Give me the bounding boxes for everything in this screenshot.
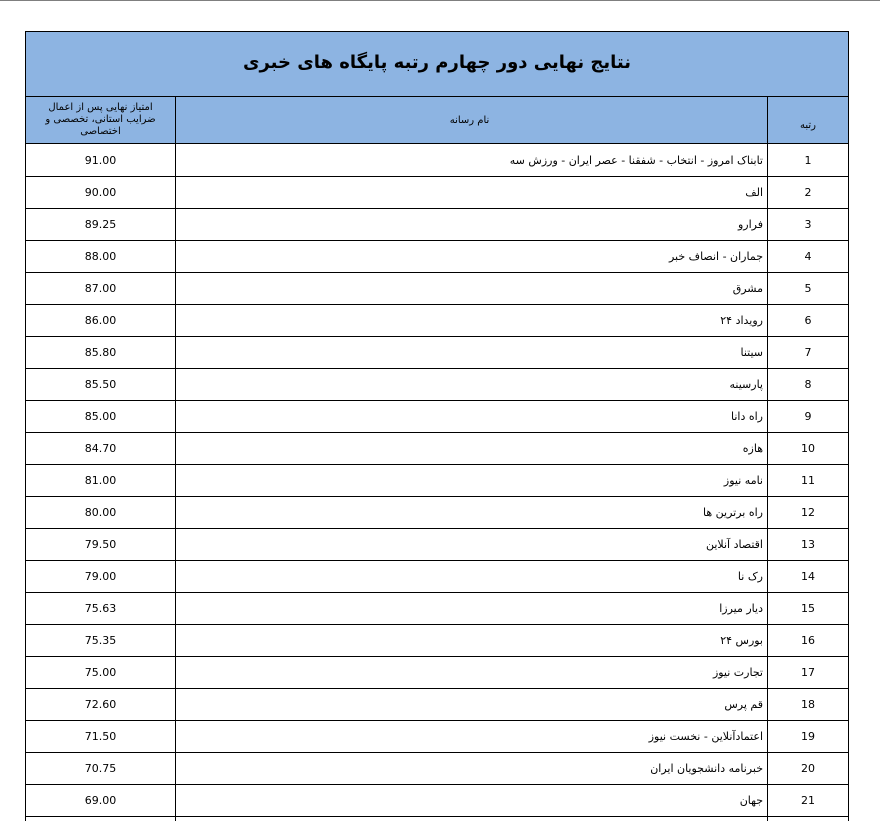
score-cell: 86.00 — [84, 314, 117, 327]
table-row-partial — [26, 817, 848, 821]
score-cell: 69.00 — [84, 794, 117, 807]
table-row — [26, 433, 848, 465]
rank-cell: 17 — [767, 657, 848, 688]
table-row — [26, 241, 848, 273]
media-name-cell: اعتمادآنلاین - نخست نیوز — [175, 721, 767, 752]
media-name-cell: راه برترین ها — [175, 497, 767, 528]
media-name-cell: راه دانا — [175, 401, 767, 432]
table-header-row — [26, 97, 848, 144]
rank-cell: 14 — [767, 561, 848, 592]
media-name-cell: اقتصاد آنلاین — [175, 529, 767, 560]
table-row — [26, 369, 848, 401]
table-row — [26, 753, 848, 785]
media-name-cell: خبرنامه دانشجویان ایران — [175, 753, 767, 784]
rank-cell: 16 — [767, 625, 848, 656]
score-cell: 81.00 — [84, 474, 117, 487]
rank-cell: 6 — [767, 305, 848, 336]
media-name-column-header: نام رسانه — [175, 97, 767, 143]
table-row — [26, 657, 848, 689]
media-name-cell: فرارو — [175, 209, 767, 240]
score-cell: 75.63 — [84, 602, 117, 615]
score-cell — [26, 817, 175, 821]
media-name-cell: دیار میرزا — [175, 593, 767, 624]
score-cell: 84.70 — [84, 442, 117, 455]
media-name-cell: تجارت نیوز — [175, 657, 767, 688]
score-cell: 80.00 — [84, 506, 117, 519]
table-row — [26, 337, 848, 369]
rank-cell: 1 — [767, 144, 848, 176]
rank-cell: 19 — [767, 721, 848, 752]
media-name-cell: الف — [175, 177, 767, 208]
table-row — [26, 401, 848, 433]
rank-cell: 2 — [767, 177, 848, 208]
score-column-header: امتیاز نهایی پس از اعمال ضرایب استانی، تخصصی و اختصاصی — [45, 102, 156, 137]
rank-cell: 21 — [767, 785, 848, 816]
score-cell: 85.80 — [84, 346, 117, 359]
table-row — [26, 497, 848, 529]
rank-cell: 13 — [767, 529, 848, 560]
table-row — [26, 144, 848, 177]
page-top-divider — [0, 0, 880, 1]
score-cell: 88.00 — [84, 250, 117, 263]
media-name-cell: رک نا — [175, 561, 767, 592]
rank-cell: 8 — [767, 369, 848, 400]
score-cell: 79.50 — [84, 538, 117, 551]
rank-cell: 15 — [767, 593, 848, 624]
rank-cell: 4 — [767, 241, 848, 272]
results-table — [25, 31, 849, 821]
table-row — [26, 689, 848, 721]
score-cell: 89.25 — [84, 218, 117, 231]
media-name-cell: قم پرس — [175, 689, 767, 720]
rank-cell: 20 — [767, 753, 848, 784]
media-name-cell: رویداد ۲۴ — [175, 305, 767, 336]
table-row — [26, 177, 848, 209]
score-cell: 91.00 — [84, 153, 117, 167]
media-name-cell: تابناک امروز - انتخاب - شفقنا - عصر ایران - ورزش سه — [175, 144, 767, 176]
table-row — [26, 625, 848, 657]
media-name-cell: جهان — [175, 785, 767, 816]
score-cell: 72.60 — [84, 698, 117, 711]
table-row — [26, 209, 848, 241]
rank-cell: 3 — [767, 209, 848, 240]
score-cell: 79.00 — [84, 570, 117, 583]
rank-cell: 18 — [767, 689, 848, 720]
rank-cell: 9 — [767, 401, 848, 432]
media-name-cell: سیتنا — [175, 337, 767, 368]
rank-cell: 12 — [767, 497, 848, 528]
media-name-cell: مشرق — [175, 273, 767, 304]
table-row — [26, 785, 848, 817]
table-body — [26, 144, 848, 817]
media-name-cell: نامه نیوز — [175, 465, 767, 496]
table-row — [26, 305, 848, 337]
table-row — [26, 529, 848, 561]
table-row — [26, 721, 848, 753]
rank-cell: 7 — [767, 337, 848, 368]
table-row — [26, 273, 848, 305]
rank-column-header: رتبه — [767, 97, 848, 143]
media-name-cell: پارسینه — [175, 369, 767, 400]
table-row — [26, 593, 848, 625]
media-name-cell: هازه — [175, 433, 767, 464]
score-cell: 70.75 — [84, 762, 117, 775]
score-cell: 71.50 — [84, 730, 117, 743]
score-cell: 90.00 — [84, 186, 117, 199]
table-title: نتایج نهایی دور چهارم رتبه پایگاه های خبری — [26, 32, 848, 97]
rank-cell — [767, 817, 848, 821]
media-name-cell: جماران - انصاف خبر — [175, 241, 767, 272]
rank-cell: 11 — [767, 465, 848, 496]
score-cell: 75.35 — [84, 634, 117, 647]
table-row — [26, 561, 848, 593]
media-name-cell — [175, 817, 767, 821]
rank-cell: 5 — [767, 273, 848, 304]
score-cell: 75.00 — [84, 666, 117, 679]
score-cell: 85.00 — [84, 410, 117, 423]
score-cell: 87.00 — [84, 282, 117, 295]
score-cell: 85.50 — [84, 378, 117, 391]
media-name-cell: بورس ۲۴ — [175, 625, 767, 656]
table-row — [26, 465, 848, 497]
rank-cell: 10 — [767, 433, 848, 464]
